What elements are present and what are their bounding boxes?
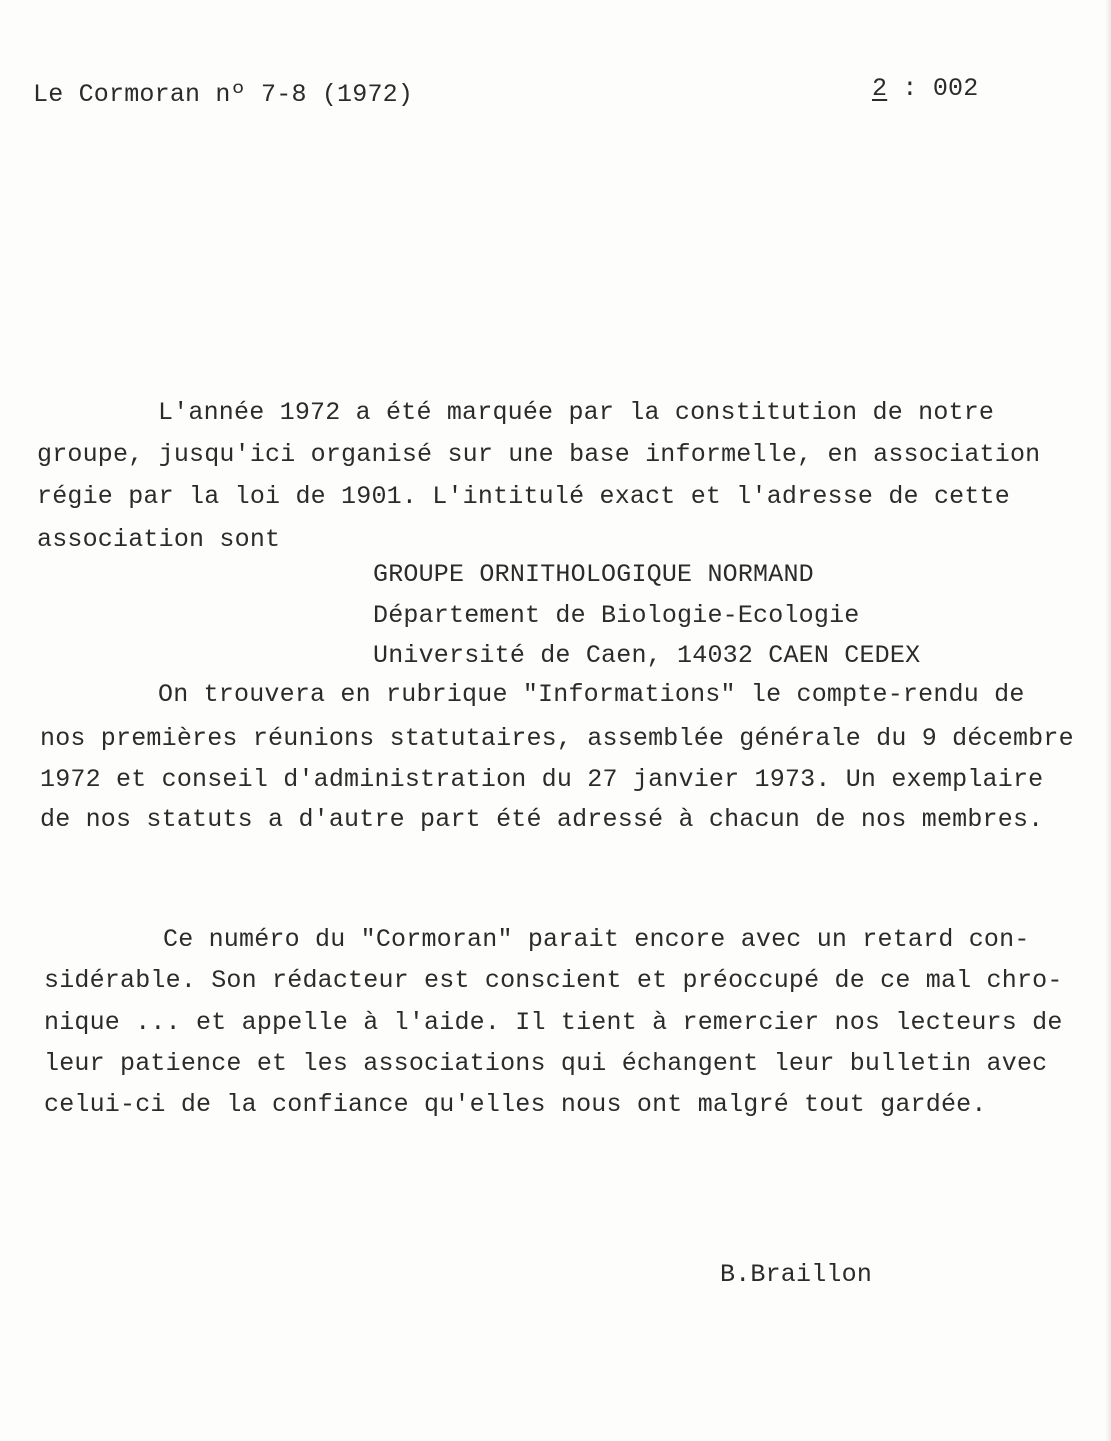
paragraph-3-line: leur patience et les associations qui échangent leur bulletin avec	[44, 1049, 1048, 1078]
journal-title: Le Cormoran nº 7-8 (1972)	[33, 80, 414, 109]
association-name: GROUPE ORNITHOLOGIQUE NORMAND	[373, 560, 814, 589]
paragraph-2-line: nos premières réunions statutaires, assemblée générale du 9 décembre	[40, 724, 1074, 753]
page-code: 002	[932, 74, 979, 103]
paragraph-1-line: régie par la loi de 1901. L'intitulé exact et l'adresse de cette	[37, 482, 1010, 511]
paragraph-3-line: sidérable. Son rédacteur est conscient et préoccupé de ce mal chro-	[44, 966, 1063, 995]
page-number-value: 2	[872, 74, 888, 103]
paragraph-1-line: association sont	[37, 525, 281, 554]
paragraph-2-line: de nos statuts a d'autre part été adressé à chacun de nos membres.	[40, 805, 1044, 834]
paragraph-1-line: groupe, jusqu'ici organisé sur une base informelle, en association	[37, 440, 1041, 469]
paragraph-3-line: Ce numéro du "Cormoran" parait encore avec un retard con-	[163, 925, 1030, 954]
paragraph-1-line: L'année 1972 a été marquée par la constitution de notre	[158, 398, 995, 427]
paragraph-3-line: celui-ci de la confiance qu'elles nous ont malgré tout gardée.	[44, 1090, 987, 1119]
association-university: Université de Caen, 14032 CAEN CEDEX	[373, 641, 921, 670]
page-edge-shadow	[1105, 0, 1111, 1441]
page-number	[872, 74, 978, 104]
signature: B.Braillon	[720, 1260, 873, 1289]
paragraph-2-line: 1972 et conseil d'administration du 27 janvier 1973. Un exemplaire	[40, 765, 1044, 794]
paragraph-2-line: On trouvera en rubrique "Informations" le compte-rendu de	[158, 680, 1025, 709]
paragraph-3-line: nique ... et appelle à l'aide. Il tient à remercier nos lecteurs de	[44, 1008, 1063, 1037]
page-number-separator: :	[902, 74, 918, 103]
association-department: Département de Biologie-Ecologie	[373, 601, 860, 630]
